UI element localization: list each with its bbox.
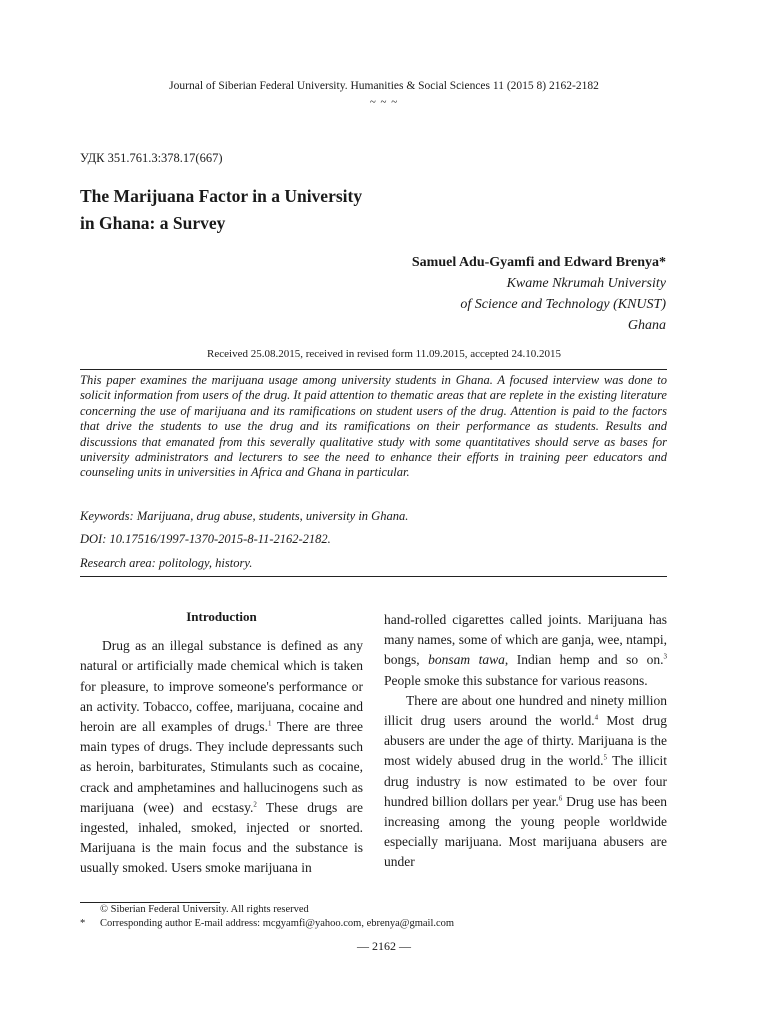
abstract-bottom-rule <box>80 576 667 577</box>
left-column <box>80 607 363 879</box>
footnote-rule <box>80 902 220 903</box>
udk-code: УДК 351.761.3:378.17(667) <box>80 151 223 165</box>
footnote-ref: 4 <box>594 713 599 722</box>
received-dates: Received 25.08.2015, received in revised form 11.09.2015, accepted 24.10.2015 <box>207 348 561 360</box>
header-tilde-divider: ~ ~ ~ <box>369 96 399 108</box>
footnote-ref: 3 <box>663 652 667 661</box>
abstract-text: This paper examines the marijuana usage among university students in Ghana. A focused interview was done to solicit information from users of the drug. It paid attention to thematic areas that are replete in the existing literature concerning the use of marijuana and its ramifications on student users of the drug. Attention is paid to the factors that drive the students to use the drug and its ramifications on their performance as students. Results and discussions that emanated from this severally qualitative study with some quantitatives should serve as bases for university administrators and lecturers to see the need to enhance their efforts in training peer educators and counseling units in universities in Africa and Ghana in particular. <box>80 373 667 480</box>
journal-header: Journal of Siberian Federal University. Humanities & Social Sciences 11 (2015 8) 2162-2182 <box>169 80 599 92</box>
title-line-2: in Ghana: a Survey <box>80 213 226 233</box>
section-heading-introduction: Introduction <box>186 609 257 624</box>
article-title <box>80 183 362 237</box>
keywords: Keywords: Marijuana, drug abuse, students, university in Ghana. <box>80 509 409 523</box>
page-number: — 2162 — <box>357 939 411 953</box>
footnote-ref: 5 <box>603 753 607 762</box>
intro-paragraph-1-continued: hand-rolled cigarettes called joints. Marijuana has many names, some of which are ganja, wee, ntampi, bongs, bonsam tawa, Indian hemp and so on.$^3$ People smoke this substance for various reasons. <box>384 612 667 688</box>
affiliation-line-1: Kwame Nkrumah University <box>506 276 666 291</box>
footnote-ref: 6 <box>558 794 563 803</box>
author-names: Samuel Adu-Gyamfi and Edward Brenya* <box>411 255 666 270</box>
research-area: Research area: politology, history. <box>80 556 253 570</box>
affiliation-line-3: Ghana <box>627 318 666 333</box>
abstract-top-rule <box>80 369 667 370</box>
corresponding-email: Corresponding author E-mail address: mcgyamfi@yahoo.com, ebrenya@gmail.com <box>100 918 455 929</box>
doi: DOI: 10.17516/1997-1370-2015-8-11-2162-2182. <box>80 532 331 546</box>
copyright-footnote: © Siberian Federal University. All rights reserved <box>100 904 309 915</box>
corresponding-author-footnote: * Corresponding author E-mail address: mcgyamfi@yahoo.com, ebrenya@gmail.com <box>80 918 455 929</box>
footnote-ref: 2 <box>253 800 257 809</box>
footnote-ref: 1 <box>268 719 272 728</box>
intro-paragraph-2: There are about one hundred and ninety million illicit drug users around the world.$^4$ Most drug abusers are under the age of thirty. Marijuana is the most widely abused drug in the world.$^5$ The illicit drug industry is now estimated to be over four hundred billion dollars per year.$^6$ Drug use has been increasing among the young people worldwide especially marijuana. Most marijuana abusers are under <box>384 692 667 870</box>
right-column <box>384 610 667 873</box>
author-block <box>412 252 666 336</box>
intro-paragraph-1: Drug as an illegal substance is defined as any natural or artificially made chemical which is taken for pleasure, to improve someone's performance or an activity. Tobacco, coffee, marijuana, cocaine and heroin are all examples of drugs.$^1$ There are three main types of drugs. They include depressants such as heroin, barbiturates, Stimulants such as cocaine, crack and amphetamines and hallucinogens such as marijuana (wee) and ecstasy.$^2$ These drugs are ingested, inhaled, smoked, injected or snorted. Marijuana is the main focus and the substance is usually smoked. Users smoke marijuana in <box>80 638 364 876</box>
affiliation-line-2: of Science and Technology (KNUST) <box>460 297 666 312</box>
title-line-1: The Marijuana Factor in a University <box>80 186 363 206</box>
